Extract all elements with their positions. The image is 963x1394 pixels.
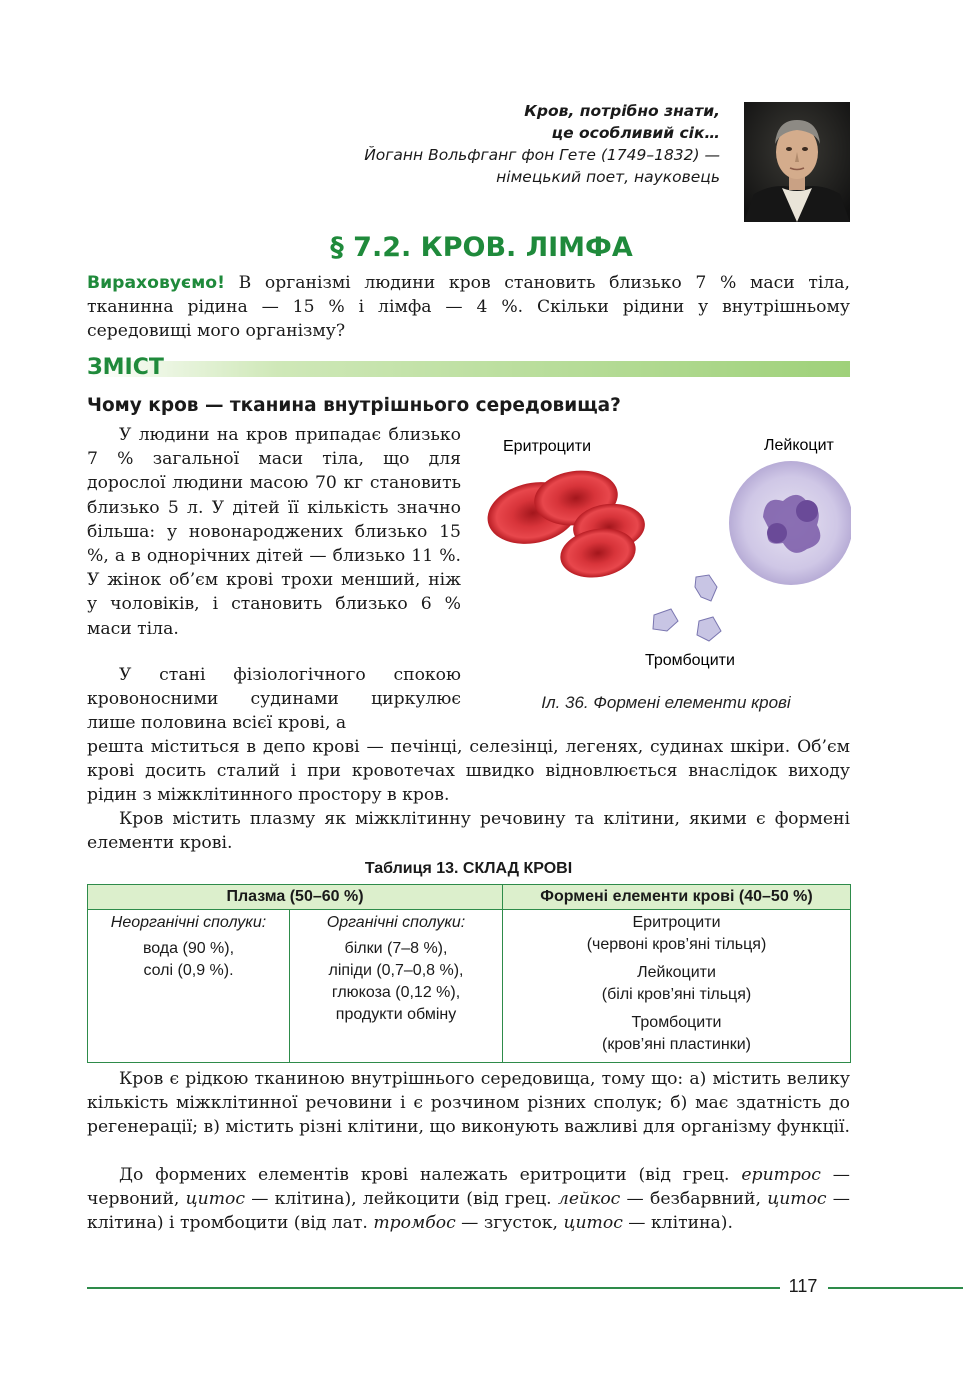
col-paragraph-1: У людини на кров припадає близько 7 % загальної маси тіла, що для дорослої людини масою 70 кг становить близько 5 л. У дітей її кількість значно більша: у новонароджених близько 15 %, а в однорічних дітей — близько 11 %. У жінок об’єм крові трохи менший, ніж у чоловіків, і становить близько 6 % маси тіла. [87, 425, 461, 639]
epigraph-line-1: Кров, потрібно знати, [524, 102, 720, 120]
paragraph-tissue: Кров є рідкою тканиною внутрішнього середовища, тому що: а) містить велику кількість міжклітинної речовини і є розчином різних сполук; б) має здатність до регенерації; в) містить різні клітини, що виконують важливі для організму функції. [87, 1069, 850, 1137]
paragraph-etymology [87, 1163, 850, 1235]
etym-text: — згусток, [455, 1213, 564, 1233]
inorganic-item: вода (90 %), [142, 940, 235, 957]
figure-caption: Іл. 36. Формені елементи крові [541, 693, 791, 712]
formed-name: Тромбоцити [631, 1014, 722, 1031]
organic-item: продукти обміну [335, 1006, 457, 1023]
intro-text: В організмі людини кров становить близько 7 % маси тіла, тканинна рідина — 15 % і лімфа — 4 %. Скільки рідини у внутрішньому середовищі мого організму? [87, 273, 850, 341]
etym-text: — клітина). [622, 1213, 733, 1233]
epigraph-author-2: німецький поет, науковець [496, 168, 720, 186]
paragraph-continuation: решта міститься в депо крові — печінці, селезінці, легенях, судинах шкіри. Об’єм крові досить сталий і при кровотечах швидко відновлюється внаслідок виходу рідин з міжклітинного простору в кров. [87, 737, 850, 805]
inorganic-item: солі (0,9 %). [143, 962, 234, 979]
etym-text: — клітина) і тромбоцити (від лат. [87, 1189, 850, 1233]
leukocyte-cell [729, 461, 851, 585]
section-title: § 7.2. КРОВ. ЛІМФА [330, 232, 633, 263]
intro-lead: Вираховуємо! [87, 273, 225, 293]
epigraph-author-1: Йоганн Вольфганг фон Гете (1749–1832) — [364, 146, 720, 164]
etym-term: лейкос [557, 1189, 621, 1209]
cell-organic [290, 910, 503, 1063]
etym-text: До формених елементів крові належать еритроцити (від грец. [119, 1165, 742, 1185]
content-heading-bar [87, 361, 850, 377]
formed-name: Еритроцити [632, 914, 721, 931]
organic-item: білки (7–8 %), [344, 940, 448, 957]
organic-item: глюкоза (0,12 %), [331, 984, 461, 1001]
etym-term: цитос [563, 1213, 623, 1233]
formed-desc: (червоні кров’яні тільця) [586, 936, 767, 953]
content-heading: ЗМІСТ [87, 355, 164, 380]
epigraph-line-2: це особливий сік… [551, 124, 720, 142]
blood-cells-figure [481, 425, 851, 725]
epigraph [364, 100, 720, 188]
etym-text: — клітина), лейкоцити (від грец. [244, 1189, 558, 1209]
etym-term: тромбос [373, 1213, 456, 1233]
page-number: 117 [788, 1276, 818, 1296]
inorganic-title: Неорганічні сполуки: [110, 914, 267, 931]
header-plasma: Плазма (50–60 %) [88, 885, 503, 910]
goethe-portrait [744, 102, 850, 222]
intro-paragraph [87, 271, 850, 343]
blood-composition-table [87, 884, 851, 1063]
formed-desc: (білі кров’яні тільця) [601, 986, 752, 1003]
organic-title: Органічні сполуки: [326, 914, 466, 931]
col-paragraph-2: У стані фізіологічного спокою кровоносними судинами циркулює лише половина всієї крові, а [87, 665, 461, 734]
etym-term: еритрос [741, 1165, 821, 1185]
label-leukocyte: Лейкоцит [764, 437, 834, 454]
thrombocyte-cells [653, 575, 721, 641]
subheading: Чому кров — тканина внутрішнього середовища? [87, 395, 621, 416]
label-thrombocytes: Тромбоцити [645, 652, 735, 669]
footer-rule-left [87, 1287, 780, 1289]
etym-term: цитос [767, 1189, 827, 1209]
erythrocyte-cells [482, 465, 647, 583]
header-formed-elements: Формені елементи крові (40–50 %) [503, 885, 851, 910]
organic-item: ліпіди (0,7–0,8 %), [328, 962, 464, 979]
paragraph-plasma: Кров містить плазму як міжклітинну речовину та клітини, якими є формені елементи крові. [87, 809, 850, 853]
cell-inorganic [88, 910, 290, 1063]
etym-term: цитос [185, 1189, 245, 1209]
footer-rule-right [828, 1287, 963, 1289]
formed-desc: (кров’яні пластинки) [602, 1036, 751, 1053]
label-erythrocytes: Еритроцити [503, 438, 591, 455]
etym-text: — червоний, [87, 1165, 850, 1209]
cell-formed-elements [503, 910, 851, 1063]
etym-text: — безбарвний, [620, 1189, 768, 1209]
formed-name: Лейкоцити [637, 964, 716, 981]
table-caption: Таблиця 13. СКЛАД КРОВІ [364, 860, 573, 877]
